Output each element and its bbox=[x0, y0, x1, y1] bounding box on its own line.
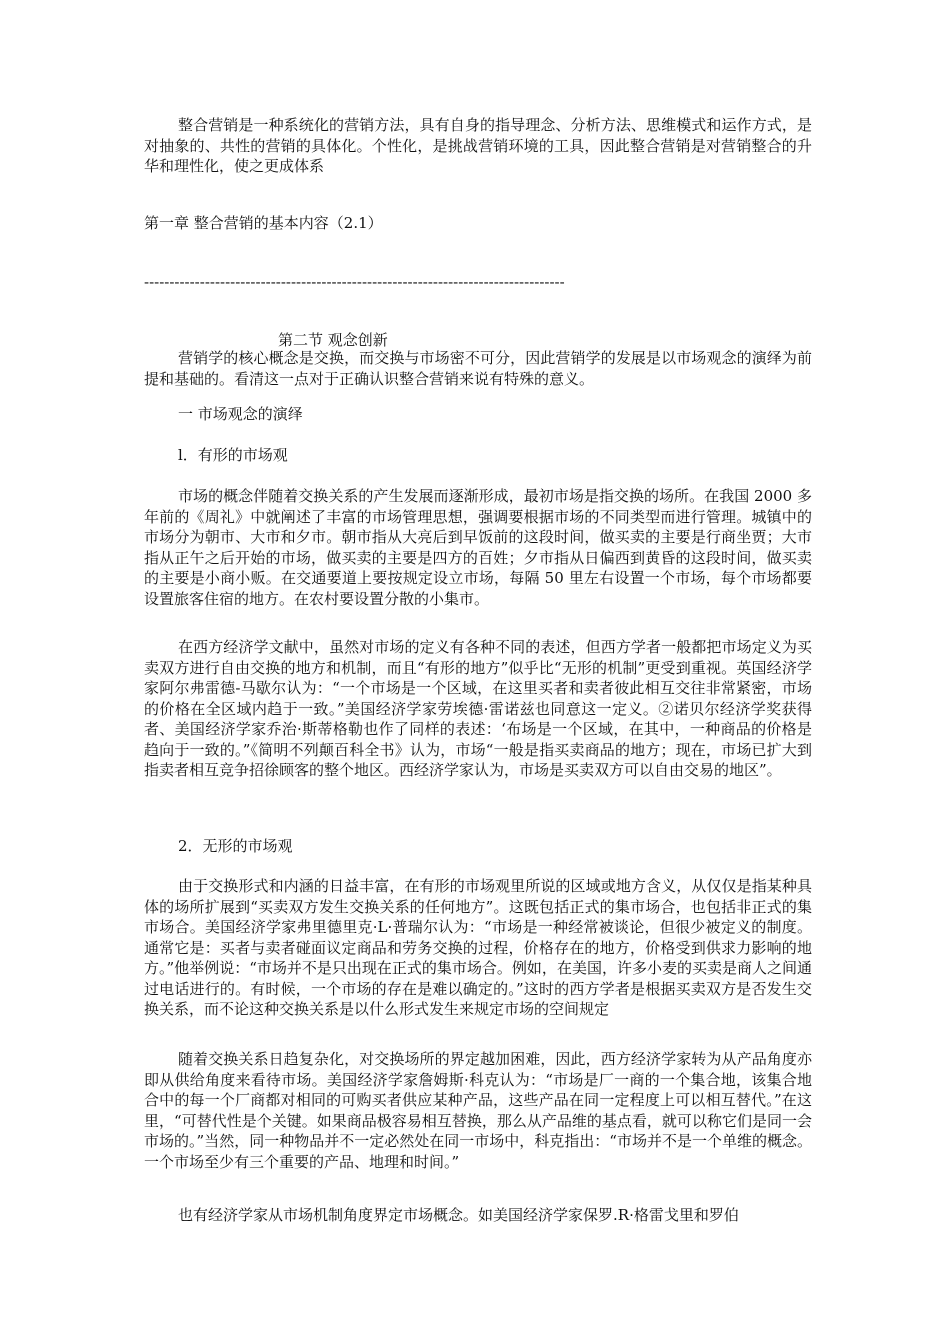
subsection-2-title: 2．无形的市场观 bbox=[178, 837, 293, 855]
paragraph-tangible-market-history: 市场的概念伴随着交换关系的产生发展而逐渐形成，最初市场是指交换的场所。在我国 2000 多年前的《周礼》中就阐述了丰富的市场管理思想，强调要根据市场的不同类型而进行管理。城镇中的市场分为朝市、大市和夕市。朝市指从大亮后到早饭前的这段时间，做买卖的主要是行商坐贾；大市指从正午之后开始的市场，做买卖的主要是四方的百姓；夕市指从日偏西到黄昏的这段时间，做买卖的主要是小商小贩。在交通要道上要按规定设立市场，每隔 50 里左右设置一个市场，每个市场都要设置旅客住宿的地方。在农村要设置分散的小集市。 bbox=[144, 487, 812, 608]
chapter-title: 第一章 整合营销的基本内容（2.1） bbox=[144, 214, 383, 232]
paragraph-western-definitions: 在西方经济学文献中，虽然对市场的定义有各种不同的表述，但西方学者一般都把市场定义为买卖双方进行自由交换的地方和机制，而且“有形的地方”似乎比“无形的机制”更受到重视。英国经济学家阿尔弗雷德-马歇尔认为：“一个市场是一个区域，在这里买者和卖者彼此相互交往非常紧密，市场的价格在全区域内趋于一致。”美国经济学家劳埃德·雷诺兹也同意这一定义。②诺贝尔经济学奖获得者、美国经济学家乔治·斯蒂格勒也作了同样的表述：‘布场是一个区域，在其中，一种商品的价格是趋向于一致的。”《简明不列颠百科全书》认为，市场“一般是指买卖商品的地方；现在，市场已扩大到指卖者相互竞争招徐顾客的整个地区。西经济学家认为，市场是买卖双方可以自由交易的地区”。 bbox=[144, 638, 812, 779]
paragraph-market-mechanism: 也有经济学家从市场机制角度界定市场概念。如美国经济学家保罗.R·格雷戈里和罗伯 bbox=[178, 1206, 739, 1224]
section-intro-paragraph: 营销学的核心概念是交换，而交换与市场密不可分，因此营销学的发展是以市场观念的演绎为前提和基础的。看清这一点对于正确认识整合营销来说有特殊的意义。 bbox=[144, 349, 812, 388]
divider-line: ----------------------------------------------------------------------------------- bbox=[144, 273, 565, 291]
intro-paragraph: 整合营销是一种系统化的营销方法，具有自身的指导理念、分析方法、思维模式和运作方式，是对抽象的、共性的营销的具体化。个性化，是挑战营销环境的工具，因此整合营销是对营销整合的升华和理性化，使之更成体系 bbox=[144, 116, 812, 175]
paragraph-intangible-market: 由于交换形式和内涵的日益丰富，在有形的市场观里所说的区域或地方含义，从仅仅是指某种具体的场所扩展到“买卖双方发生交换关系的任何地方”。这既包括正式的集市场合，也包括非正式的集市场合。美国经济学家弗里德里克·L·普瑞尔认为：“市场是一种经常被谈论，但很少被定义的制度。通常它是：买者与卖者碰面议定商品和劳务交换的过程，价格存在的地方，价格受到供求力影响的地方。”他举例说：“市场并不是只出现在正式的集市场合。例如，在美国，许多小麦的买卖是商人之间通过电话进行的。有时候，一个市场的存在是难以确定的。”这时的西方学者是根据买卖双方是否发生交换关系，而不论这种交换关系是以什么形式发生来规定市场的空间规定 bbox=[144, 877, 812, 1018]
subsection-1-title: l．有形的市场观 bbox=[178, 446, 288, 464]
part-one-title: 一 市场观念的演绎 bbox=[178, 405, 303, 423]
paragraph-product-perspective: 随着交换关系日趋复杂化，对交换场所的界定越加困难，因此，西方经济学家转为从产品角度亦即从供给角度来看待市场。美国经济学家詹姆斯·科克认为：“市场是厂一商的一个集合地，该集合地合中的每一个厂商都对相同的可购买者供应某种产品，这些产品在同一定程度上可以相互替代。”在这里，“可替代性是个关键。如果商品极容易相互替换，那么从产品维的基点看，就可以称它们是同一会市场的。”当然，同一种物品并不一定必然处在同一市场中，科克指出：“市场并不是一个单维的概念。一个市场至少有三个重要的产品、地理和时间。” bbox=[144, 1050, 812, 1171]
section-title: 第二节 观念创新 bbox=[278, 331, 388, 349]
